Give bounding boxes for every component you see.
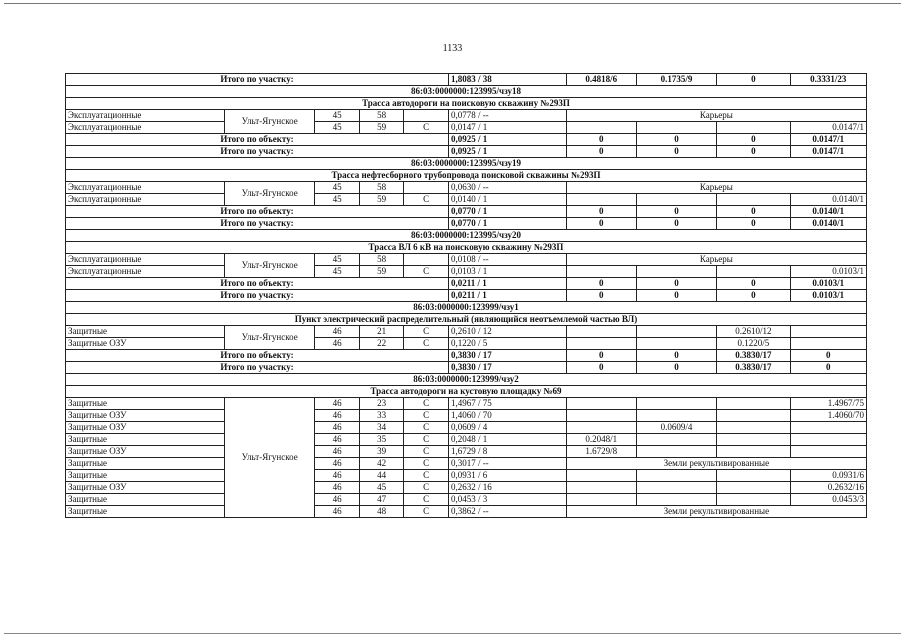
total-area: 0,0770 / 1 xyxy=(448,218,566,230)
total-label: Итого по объекту: xyxy=(66,134,449,146)
land-type-value xyxy=(566,494,636,506)
object-total-row xyxy=(66,134,867,146)
land-type-value: 0.0453/3 xyxy=(790,494,866,506)
category-code: С xyxy=(404,506,449,518)
table-row xyxy=(66,434,867,446)
forestry-name: Ульт-Ягунское xyxy=(225,326,315,350)
cadastral-code: 86:03:0000000:123995/чзу20 xyxy=(66,230,867,242)
quarter-number: 46 xyxy=(315,410,360,422)
land-type-value: 0.0147/1 xyxy=(790,122,866,134)
section-title-row xyxy=(66,170,867,182)
table-row xyxy=(66,194,867,206)
table-row xyxy=(66,110,867,122)
land-category: Защитные ОЗУ xyxy=(66,422,225,434)
section-number: 48 xyxy=(359,506,404,518)
total-value: 0 xyxy=(566,206,636,218)
total-value: 0 xyxy=(717,278,790,290)
land-category: Защитные xyxy=(66,494,225,506)
table-row xyxy=(66,122,867,134)
quarter-number: 45 xyxy=(315,182,360,194)
section-number: 23 xyxy=(359,398,404,410)
total-area: 1,8083 / 38 xyxy=(448,74,566,86)
forestry-name: Ульт-Ягунское xyxy=(225,254,315,278)
total-value: 0.0147/1 xyxy=(790,146,866,158)
land-type-value: 0.2610/12 xyxy=(717,326,790,338)
total-label: Итого по участку: xyxy=(66,74,449,86)
land-type-value xyxy=(717,446,790,458)
category-code: С xyxy=(404,326,449,338)
section-number: 33 xyxy=(359,410,404,422)
total-value: 0 xyxy=(636,134,717,146)
plot-total-row xyxy=(66,74,867,86)
land-type-value xyxy=(636,326,717,338)
total-value: 0 xyxy=(566,350,636,362)
table-row xyxy=(66,182,867,194)
total-value: 0.3830/17 xyxy=(717,362,790,374)
table-row xyxy=(66,494,867,506)
cadastral-code-row xyxy=(66,86,867,98)
table-body xyxy=(66,74,867,518)
land-type-value xyxy=(790,434,866,446)
table-row xyxy=(66,422,867,434)
area-value: 0,2610 / 12 xyxy=(448,326,566,338)
section-title-row xyxy=(66,98,867,110)
object-total-row xyxy=(66,206,867,218)
plot-total-row xyxy=(66,290,867,302)
category-code xyxy=(404,254,449,266)
scan-top-edge xyxy=(4,3,901,4)
area-value: 0,0778 / -- xyxy=(448,110,566,122)
land-category: Защитные xyxy=(66,398,225,410)
quarter-number: 45 xyxy=(315,194,360,206)
land-type-value: 0.0931/6 xyxy=(790,470,866,482)
category-code: С xyxy=(404,482,449,494)
land-type-value xyxy=(566,194,636,206)
category-code xyxy=(404,182,449,194)
land-type-value: 1.6729/8 xyxy=(566,446,636,458)
land-category: Защитные xyxy=(66,470,225,482)
land-type-value xyxy=(636,494,717,506)
table-row xyxy=(66,482,867,494)
category-code: С xyxy=(404,122,449,134)
total-area: 0,3830 / 17 xyxy=(448,350,566,362)
section-title: Трасса автодороги на поисковую скважину №293П xyxy=(66,98,867,110)
land-type-value xyxy=(717,470,790,482)
total-value: 0.0103/1 xyxy=(790,278,866,290)
land-type-value: 1.4060/70 xyxy=(790,410,866,422)
land-type-value xyxy=(566,338,636,350)
land-type-value xyxy=(566,326,636,338)
land-category: Защитные xyxy=(66,434,225,446)
area-value: 0,0108 / -- xyxy=(448,254,566,266)
section-title-row xyxy=(66,314,867,326)
total-label: Итого по объекту: xyxy=(66,206,449,218)
quarter-number: 46 xyxy=(315,458,360,470)
category-code: С xyxy=(404,494,449,506)
total-label: Итого по участку: xyxy=(66,362,449,374)
total-label: Итого по участку: xyxy=(66,146,449,158)
total-value: 0.1735/9 xyxy=(636,74,717,86)
land-category: Эксплуатационные xyxy=(66,266,225,278)
total-value: 0 xyxy=(636,350,717,362)
total-value: 0.3830/17 xyxy=(717,350,790,362)
land-category: Защитные xyxy=(66,458,225,470)
total-value: 0.0140/1 xyxy=(790,206,866,218)
land-type-merged: Карьеры xyxy=(566,182,866,194)
land-type-value xyxy=(636,482,717,494)
quarter-number: 46 xyxy=(315,470,360,482)
land-category: Эксплуатационные xyxy=(66,182,225,194)
land-type-value: 0.2632/16 xyxy=(790,482,866,494)
quarter-number: 46 xyxy=(315,482,360,494)
land-type-merged: Земли рекультивированные xyxy=(566,458,866,470)
land-type-merged: Карьеры xyxy=(566,110,866,122)
cadastral-code-row xyxy=(66,374,867,386)
table-row xyxy=(66,398,867,410)
land-type-value: 0.1220/5 xyxy=(717,338,790,350)
plot-total-row xyxy=(66,218,867,230)
category-code: С xyxy=(404,470,449,482)
land-type-value: 0.0609/4 xyxy=(636,422,717,434)
section-number: 45 xyxy=(359,482,404,494)
land-type-merged: Карьеры xyxy=(566,254,866,266)
area-value: 0,0630 / -- xyxy=(448,182,566,194)
land-category: Эксплуатационные xyxy=(66,122,225,134)
area-value: 0,0103 / 1 xyxy=(448,266,566,278)
area-value: 0,2632 / 16 xyxy=(448,482,566,494)
quarter-number: 46 xyxy=(315,422,360,434)
land-type-value xyxy=(636,194,717,206)
cadastral-code: 86:03:0000000:123999/чзу1 xyxy=(66,302,867,314)
land-category: Эксплуатационные xyxy=(66,194,225,206)
land-type-value xyxy=(790,338,866,350)
forestry-name: Ульт-Ягунское xyxy=(225,110,315,134)
total-area: 0,0925 / 1 xyxy=(448,146,566,158)
land-type-value: 0.0103/1 xyxy=(790,266,866,278)
land-type-merged: Земли рекультивированные xyxy=(566,506,866,518)
land-type-value xyxy=(566,482,636,494)
category-code: С xyxy=(404,458,449,470)
land-category: Эксплуатационные xyxy=(66,110,225,122)
forestry-name: Ульт-Ягунское xyxy=(225,182,315,206)
total-area: 0,0211 / 1 xyxy=(448,278,566,290)
total-value: 0 xyxy=(790,350,866,362)
total-value: 0 xyxy=(636,218,717,230)
land-category: Защитные ОЗУ xyxy=(66,482,225,494)
land-type-value xyxy=(636,338,717,350)
land-type-value xyxy=(717,422,790,434)
section-title-row xyxy=(66,242,867,254)
land-type-value xyxy=(790,446,866,458)
land-type-value xyxy=(636,122,717,134)
quarter-number: 46 xyxy=(315,326,360,338)
section-number: 47 xyxy=(359,494,404,506)
category-code: С xyxy=(404,422,449,434)
land-type-value xyxy=(717,266,790,278)
section-title: Трасса ВЛ 6 кВ на поисковую скважину №293П xyxy=(66,242,867,254)
total-label: Итого по участку: xyxy=(66,218,449,230)
section-number: 21 xyxy=(359,326,404,338)
object-total-row xyxy=(66,278,867,290)
land-type-value xyxy=(566,410,636,422)
land-type-value xyxy=(717,194,790,206)
area-value: 1,6729 / 8 xyxy=(448,446,566,458)
area-value: 1,4060 / 70 xyxy=(448,410,566,422)
area-value: 0,3017 / -- xyxy=(448,458,566,470)
land-type-value: 1.4967/75 xyxy=(790,398,866,410)
section-number: 42 xyxy=(359,458,404,470)
cadastral-code: 86:03:0000000:123999/чзу2 xyxy=(66,374,867,386)
table-row xyxy=(66,410,867,422)
total-value: 0 xyxy=(717,290,790,302)
land-type-value xyxy=(717,434,790,446)
quarter-number: 45 xyxy=(315,266,360,278)
area-value: 0,0609 / 4 xyxy=(448,422,566,434)
quarter-number: 46 xyxy=(315,494,360,506)
land-type-value xyxy=(790,326,866,338)
land-type-value xyxy=(790,422,866,434)
section-number: 59 xyxy=(359,266,404,278)
total-value: 0 xyxy=(717,146,790,158)
section-title: Трасса нефтесборного трубопровода поисковой скважины №293П xyxy=(66,170,867,182)
category-code: С xyxy=(404,266,449,278)
table-row xyxy=(66,458,867,470)
land-type-value: 0.2048/1 xyxy=(566,434,636,446)
land-category: Защитные xyxy=(66,506,225,518)
land-type-value xyxy=(717,494,790,506)
land-type-value xyxy=(636,470,717,482)
table-row xyxy=(66,446,867,458)
section-title-row xyxy=(66,386,867,398)
total-value: 0.0147/1 xyxy=(790,134,866,146)
section-number: 35 xyxy=(359,434,404,446)
land-type-value xyxy=(717,410,790,422)
total-value: 0 xyxy=(566,134,636,146)
total-label: Итого по объекту: xyxy=(66,350,449,362)
area-value: 0,0931 / 6 xyxy=(448,470,566,482)
total-label: Итого по участку: xyxy=(66,290,449,302)
area-value: 1,4967 / 75 xyxy=(448,398,566,410)
land-type-value xyxy=(566,398,636,410)
total-value: 0.0103/1 xyxy=(790,290,866,302)
section-number: 59 xyxy=(359,194,404,206)
cadastral-code: 86:03:0000000:123995/чзу19 xyxy=(66,158,867,170)
area-value: 0,0147 / 1 xyxy=(448,122,566,134)
land-category: Эксплуатационные xyxy=(66,254,225,266)
quarter-number: 46 xyxy=(315,338,360,350)
total-value: 0 xyxy=(717,218,790,230)
land-type-value xyxy=(717,398,790,410)
land-category: Защитные ОЗУ xyxy=(66,446,225,458)
table-row xyxy=(66,254,867,266)
table-row xyxy=(66,266,867,278)
quarter-number: 45 xyxy=(315,110,360,122)
total-area: 0,0925 / 1 xyxy=(448,134,566,146)
cadastral-code-row xyxy=(66,230,867,242)
total-value: 0 xyxy=(717,206,790,218)
forestry-name: Ульт-Ягунское xyxy=(225,398,315,518)
section-number: 34 xyxy=(359,422,404,434)
land-type-value: 0.0140/1 xyxy=(790,194,866,206)
total-value: 0 xyxy=(636,206,717,218)
total-value: 0.3331/23 xyxy=(790,74,866,86)
plot-total-row xyxy=(66,146,867,158)
total-value: 0 xyxy=(566,146,636,158)
section-title: Трасса автодороги на кустовую площадку №69 xyxy=(66,386,867,398)
section-number: 39 xyxy=(359,446,404,458)
area-value: 0,3862 / -- xyxy=(448,506,566,518)
object-total-row xyxy=(66,350,867,362)
section-number: 58 xyxy=(359,182,404,194)
land-type-value xyxy=(636,446,717,458)
land-category: Защитные ОЗУ xyxy=(66,338,225,350)
total-label: Итого по объекту: xyxy=(66,278,449,290)
table-row xyxy=(66,506,867,518)
total-value: 0 xyxy=(636,290,717,302)
land-type-value xyxy=(636,410,717,422)
land-type-value xyxy=(566,122,636,134)
section-number: 59 xyxy=(359,122,404,134)
section-title: Пункт электрический распределительный (являющийся неотъемлемой частью ВЛ) xyxy=(66,314,867,326)
category-code: С xyxy=(404,410,449,422)
total-value: 0 xyxy=(566,278,636,290)
area-value: 0,1220 / 5 xyxy=(448,338,566,350)
total-area: 0,0211 / 1 xyxy=(448,290,566,302)
scan-bottom-edge xyxy=(4,633,901,634)
cadastral-code: 86:03:0000000:123995/чзу18 xyxy=(66,86,867,98)
total-value: 0 xyxy=(566,218,636,230)
area-value: 0,0140 / 1 xyxy=(448,194,566,206)
land-type-value xyxy=(566,470,636,482)
category-code: С xyxy=(404,446,449,458)
quarter-number: 46 xyxy=(315,446,360,458)
total-value: 0 xyxy=(566,290,636,302)
quarter-number: 46 xyxy=(315,398,360,410)
total-value: 0 xyxy=(636,146,717,158)
land-type-value xyxy=(636,398,717,410)
land-category: Защитные xyxy=(66,326,225,338)
table-row xyxy=(66,338,867,350)
land-type-value xyxy=(636,434,717,446)
total-value: 0 xyxy=(636,278,717,290)
quarter-number: 46 xyxy=(315,434,360,446)
category-code: С xyxy=(404,194,449,206)
plot-total-row xyxy=(66,362,867,374)
land-plot-table xyxy=(65,73,867,518)
land-type-value xyxy=(566,266,636,278)
category-code: С xyxy=(404,398,449,410)
category-code: С xyxy=(404,434,449,446)
total-value: 0 xyxy=(717,134,790,146)
section-number: 58 xyxy=(359,254,404,266)
total-value: 0 xyxy=(790,362,866,374)
area-value: 0,2048 / 1 xyxy=(448,434,566,446)
land-type-value xyxy=(566,422,636,434)
total-value: 0.0140/1 xyxy=(790,218,866,230)
page-number: 1133 xyxy=(442,43,463,54)
total-value: 0.4818/6 xyxy=(566,74,636,86)
cadastral-code-row xyxy=(66,158,867,170)
section-number: 58 xyxy=(359,110,404,122)
quarter-number: 46 xyxy=(315,506,360,518)
total-value: 0 xyxy=(636,362,717,374)
total-value: 0 xyxy=(717,74,790,86)
total-area: 0,3830 / 17 xyxy=(448,362,566,374)
quarter-number: 45 xyxy=(315,122,360,134)
total-area: 0,0770 / 1 xyxy=(448,206,566,218)
area-value: 0,0453 / 3 xyxy=(448,494,566,506)
table-row xyxy=(66,326,867,338)
land-category: Защитные ОЗУ xyxy=(66,410,225,422)
total-value: 0 xyxy=(566,362,636,374)
quarter-number: 45 xyxy=(315,254,360,266)
section-number: 22 xyxy=(359,338,404,350)
category-code xyxy=(404,110,449,122)
land-type-value xyxy=(717,122,790,134)
section-number: 44 xyxy=(359,470,404,482)
land-type-value xyxy=(717,482,790,494)
land-type-value xyxy=(636,266,717,278)
category-code: С xyxy=(404,338,449,350)
table-row xyxy=(66,470,867,482)
cadastral-code-row xyxy=(66,302,867,314)
